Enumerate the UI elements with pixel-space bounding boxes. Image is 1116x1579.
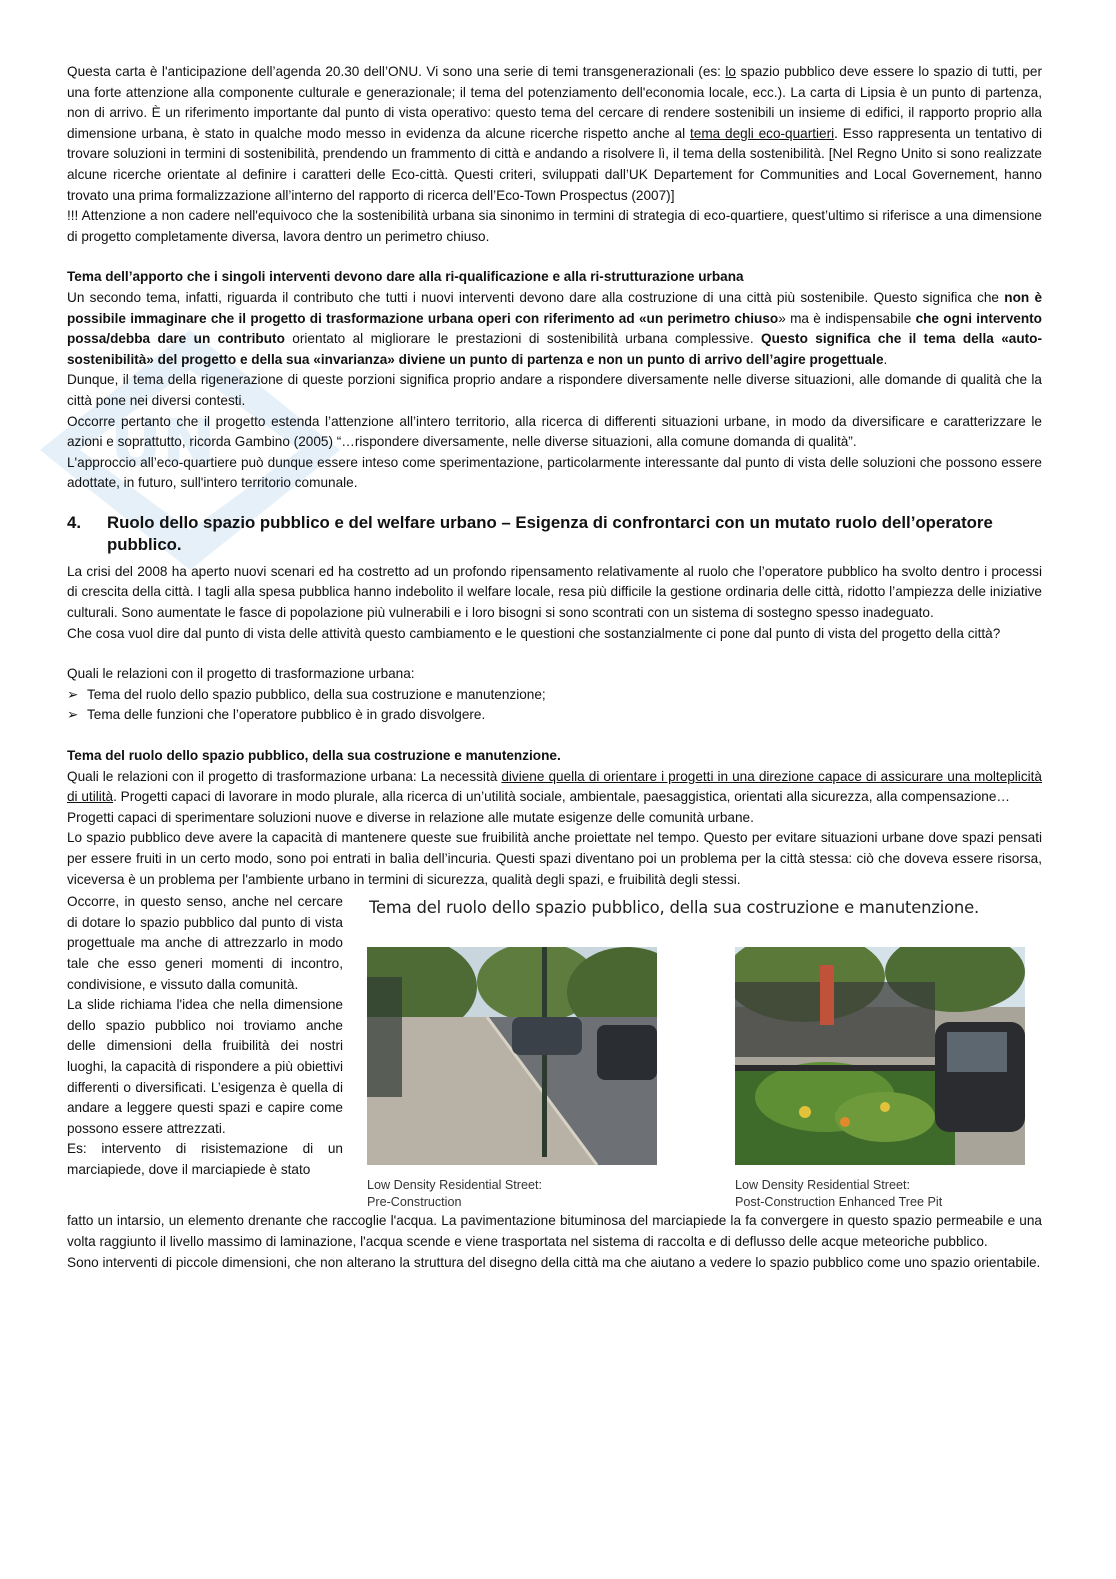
slide-figure [365, 892, 1042, 1211]
section-4-paragraph: La crisi del 2008 ha aperto nuovi scenari ed ha costretto ad un profondo ripensamento relativamente al ruolo che l’operatore pubblico ha svolto dentro i processi di crescita della città. I tagli alla spesa pubblica hanno indebolito il welfare locale, resa più difficile la gestione ordinaria delle città, ridotto l’ampiezza delle iniziative culturali. Sono aumentate le fasce di popolazione più vulnerabili e i loro bisogni si sono scontrati con un sistema di sostegno spesso inadeguato. [67, 563, 1042, 621]
street-photo-image [367, 947, 657, 1165]
section-ruolo-paragraph: Lo spazio pubblico deve avere la capacità di mantenere queste sue fruibilità anche proiettate nel tempo. Questo per evitare situazioni urbane dove spazi pensati per essere fruiti in un certo modo, sono poi entrati in balìa dell’incuria. Questi spazi diventano poi un problema per la città stessa: ciò che doveva essere risorsa, viceversa è un problema per l'ambiente urbano in termini di sicurezza, qualità degli spazi, e fruibilità degli stessi. [67, 830, 1042, 887]
section-ruolo-paragraph: fatto un intarsio, un elemento drenante che raccoglie l'acqua. La pavimentazione bituminosa del marciapiede la fa convergere in questo spazio permeabile e una volta raggiunto il livello massimo di laminazione, l'acqua scende e viene trasportata nel sistema di raccolta e di deflusso delle acque meteoriche pubblico. [67, 1213, 1042, 1249]
photo-caption: Low Density Residential Street: Post-Construction Enhanced Tree Pit [735, 1178, 943, 1210]
list-item: ➢ Tema delle funzioni che l’operatore pubblico è in grado disvolgere. [67, 705, 1042, 726]
section-4-paragraph: Quali le relazioni con il progetto di trasformazione urbana: [67, 666, 415, 682]
list-item: ➢ Tema del ruolo dello spazio pubblico, della sua costruzione e manutenzione; [67, 685, 1042, 706]
photo-caption: Low Density Residential Street: Pre-Construction [367, 1178, 542, 1210]
text-with-figure [67, 892, 1042, 1211]
document-page [67, 62, 1042, 1273]
section-4-heading: 4. Ruolo dello spazio pubblico e del welfare urbano – Esigenza di confrontarci con un mutato ruolo dell’operatore pubblico. [67, 512, 993, 554]
section-4-paragraph: Che cosa vuol dire dal punto di vista delle attività questo cambiamento e le questioni che sostanzialmente ci pone dal punto di vista del progetto della città? [67, 625, 1001, 641]
arrow-bullet-icon: ➢ [67, 686, 79, 702]
figure-title: Tema del ruolo dello spazio pubblico, della sua costruzione e manutenzione. [369, 898, 979, 918]
photo-pre-construction [367, 947, 657, 1212]
section-ruolo-paragraph: Progetti capaci di sperimentare soluzioni nuove e diverse in relazione alle mutate esigenze delle comunità urbane. [67, 809, 754, 825]
section-ruolo-title: Tema del ruolo dello spazio pubblico, della sua costruzione e manutenzione. [67, 748, 561, 764]
section-apporto-title: Tema dell’apporto che i singoli interventi devono dare alla ri-qualificazione e alla ri-strutturazione urbana [67, 269, 744, 285]
svg-text:UN: UN [110, 407, 216, 481]
section-apporto-paragraph: Dunque, il tema della rigenerazione di queste porzioni significa proprio andare a rispondere diversamente nelle diverse situazioni, alle domande di qualità che la città pone nei diversi contesti. [67, 372, 1042, 408]
section-ruolo-paragraph: Quali le relazioni con il progetto di trasformazione urbana: La necessità diviene quella di orientare i progetti in una direzione capace di assicurare una molteplicità di utilità. Progetti capaci di lavorare in modo plurale, alla ricerca di un’utilità sociale, ambientale, paesaggistica, orientati alla sicurezza, alla compensazione… [67, 768, 1042, 805]
section-ruolo-paragraph: Sono interventi di piccole dimensioni, che non alterano la struttura del disegno della città ma che aiutano a vedere lo spazio pubblico come uno spazio orientabile. [67, 1254, 1041, 1270]
section-apporto-paragraph: Un secondo tema, infatti, riguarda il contributo che tutti i nuovi interventi devono dare alla costruzione di una città più sostenibile. Questo significa che non è possibile immaginare che il progetto di trasformazione urbana operi con riferimento ad «un perimetro chiuso» ma è indispensabile che ogni intervento possa/debba dare un contributo orientato al migliorare le prestazioni di sostenibilità urbana complessive. Questo significa che il tema della «auto-sostenibilità» del progetto e della sua «invarianza» diviene un punto di partenza e non un punto di arrivo dell’agire progettuale. [67, 289, 1043, 367]
intro-paragraph: Questa carta è l'anticipazione dell’agenda 20.30 dell’ONU. Vi sono una serie di temi transgenerazionali (es: lo spazio pubblico deve essere lo spazio di tutti, per una forte attenzione alla componente culturale e generazionale; il tema del potenziamento dell'economia locale, ecc.). La carta di Lipsia è un punto di partenza, non di arrivo. È un riferimento importante dal punto di vista operativo: questo tema del cercare di rendere sostenibili un insieme di edifici, il rapporto proprio alla dimensione urbana, è stato in qualche modo messo in evidenza da alcune ricerche rispetto anche al tema degli eco-quartieri. Esso rappresenta un tentativo di trovare soluzioni in termini di sostenibilità, prendendo un frammento di città e andando a risolvere lì, il tema della sostenibilità. [Nel Regno Unito si sono realizzate alcune ricerche orientate al definire i caratteri delle Eco-città. Questi criteri, sviluppati dall’UK Departement for Communities and Local Governement, hanno trovato una prima formalizzazione all’interno del rapporto di ricerca dell’Eco-Town Prospectus (2007)] [67, 64, 1042, 203]
arrow-bullet-icon: ➢ [67, 707, 79, 723]
tree-pit-photo-image [735, 947, 1025, 1165]
intro-warning: !!! Attenzione a non cadere nell'equivoco che la sostenibilità urbana sia sinonimo in termini di strategia di eco-quartiere, quest’ultimo si riferisce a una dimensione di progetto completamente diversa, lavora dentro un perimetro chiuso. [67, 208, 1042, 244]
section-apporto-paragraph: L'approccio all’eco-quartiere può dunque essere inteso come sperimentazione, particolarmente interessante dal punto di vista delle soluzioni che possono essere adottate, in futuro, sull'intero territorio comunale. [67, 454, 1042, 491]
side-text: Occorre, in questo senso, anche nel cercare di dotare lo spazio pubblico dal punto di vista progettuale ma anche di attrezzarlo in modo tale che esso generi momenti di incontro, condivisione, e vissuto dalla comunità. La slide richiama l'idea che nella dimensione dello spazio pubblico noi troviamo anche delle dimensioni della fruibilità dei nostri luoghi, la capacità di rispondere a più obiettivi differenti o diversificati. L’esigenza è quella di andare a leggere questi spazi e capire come possono essere attrezzati. Es: intervento di risistemazione di un marciapiede, dove il marciapiede è stato [67, 894, 343, 1177]
photo-post-construction [735, 947, 1025, 1212]
section-apporto-paragraph: Occorre pertanto che il progetto estenda l’attenzione all’intero territorio, alla ricerca di differenti situazioni urbane, in modo da diversificare e caratterizzare le azioni e soprattutto, ricorda Gambino (2005) “…rispondere diversamente, nelle diverse situazioni, alla comune domanda di qualità”. [67, 413, 1042, 450]
